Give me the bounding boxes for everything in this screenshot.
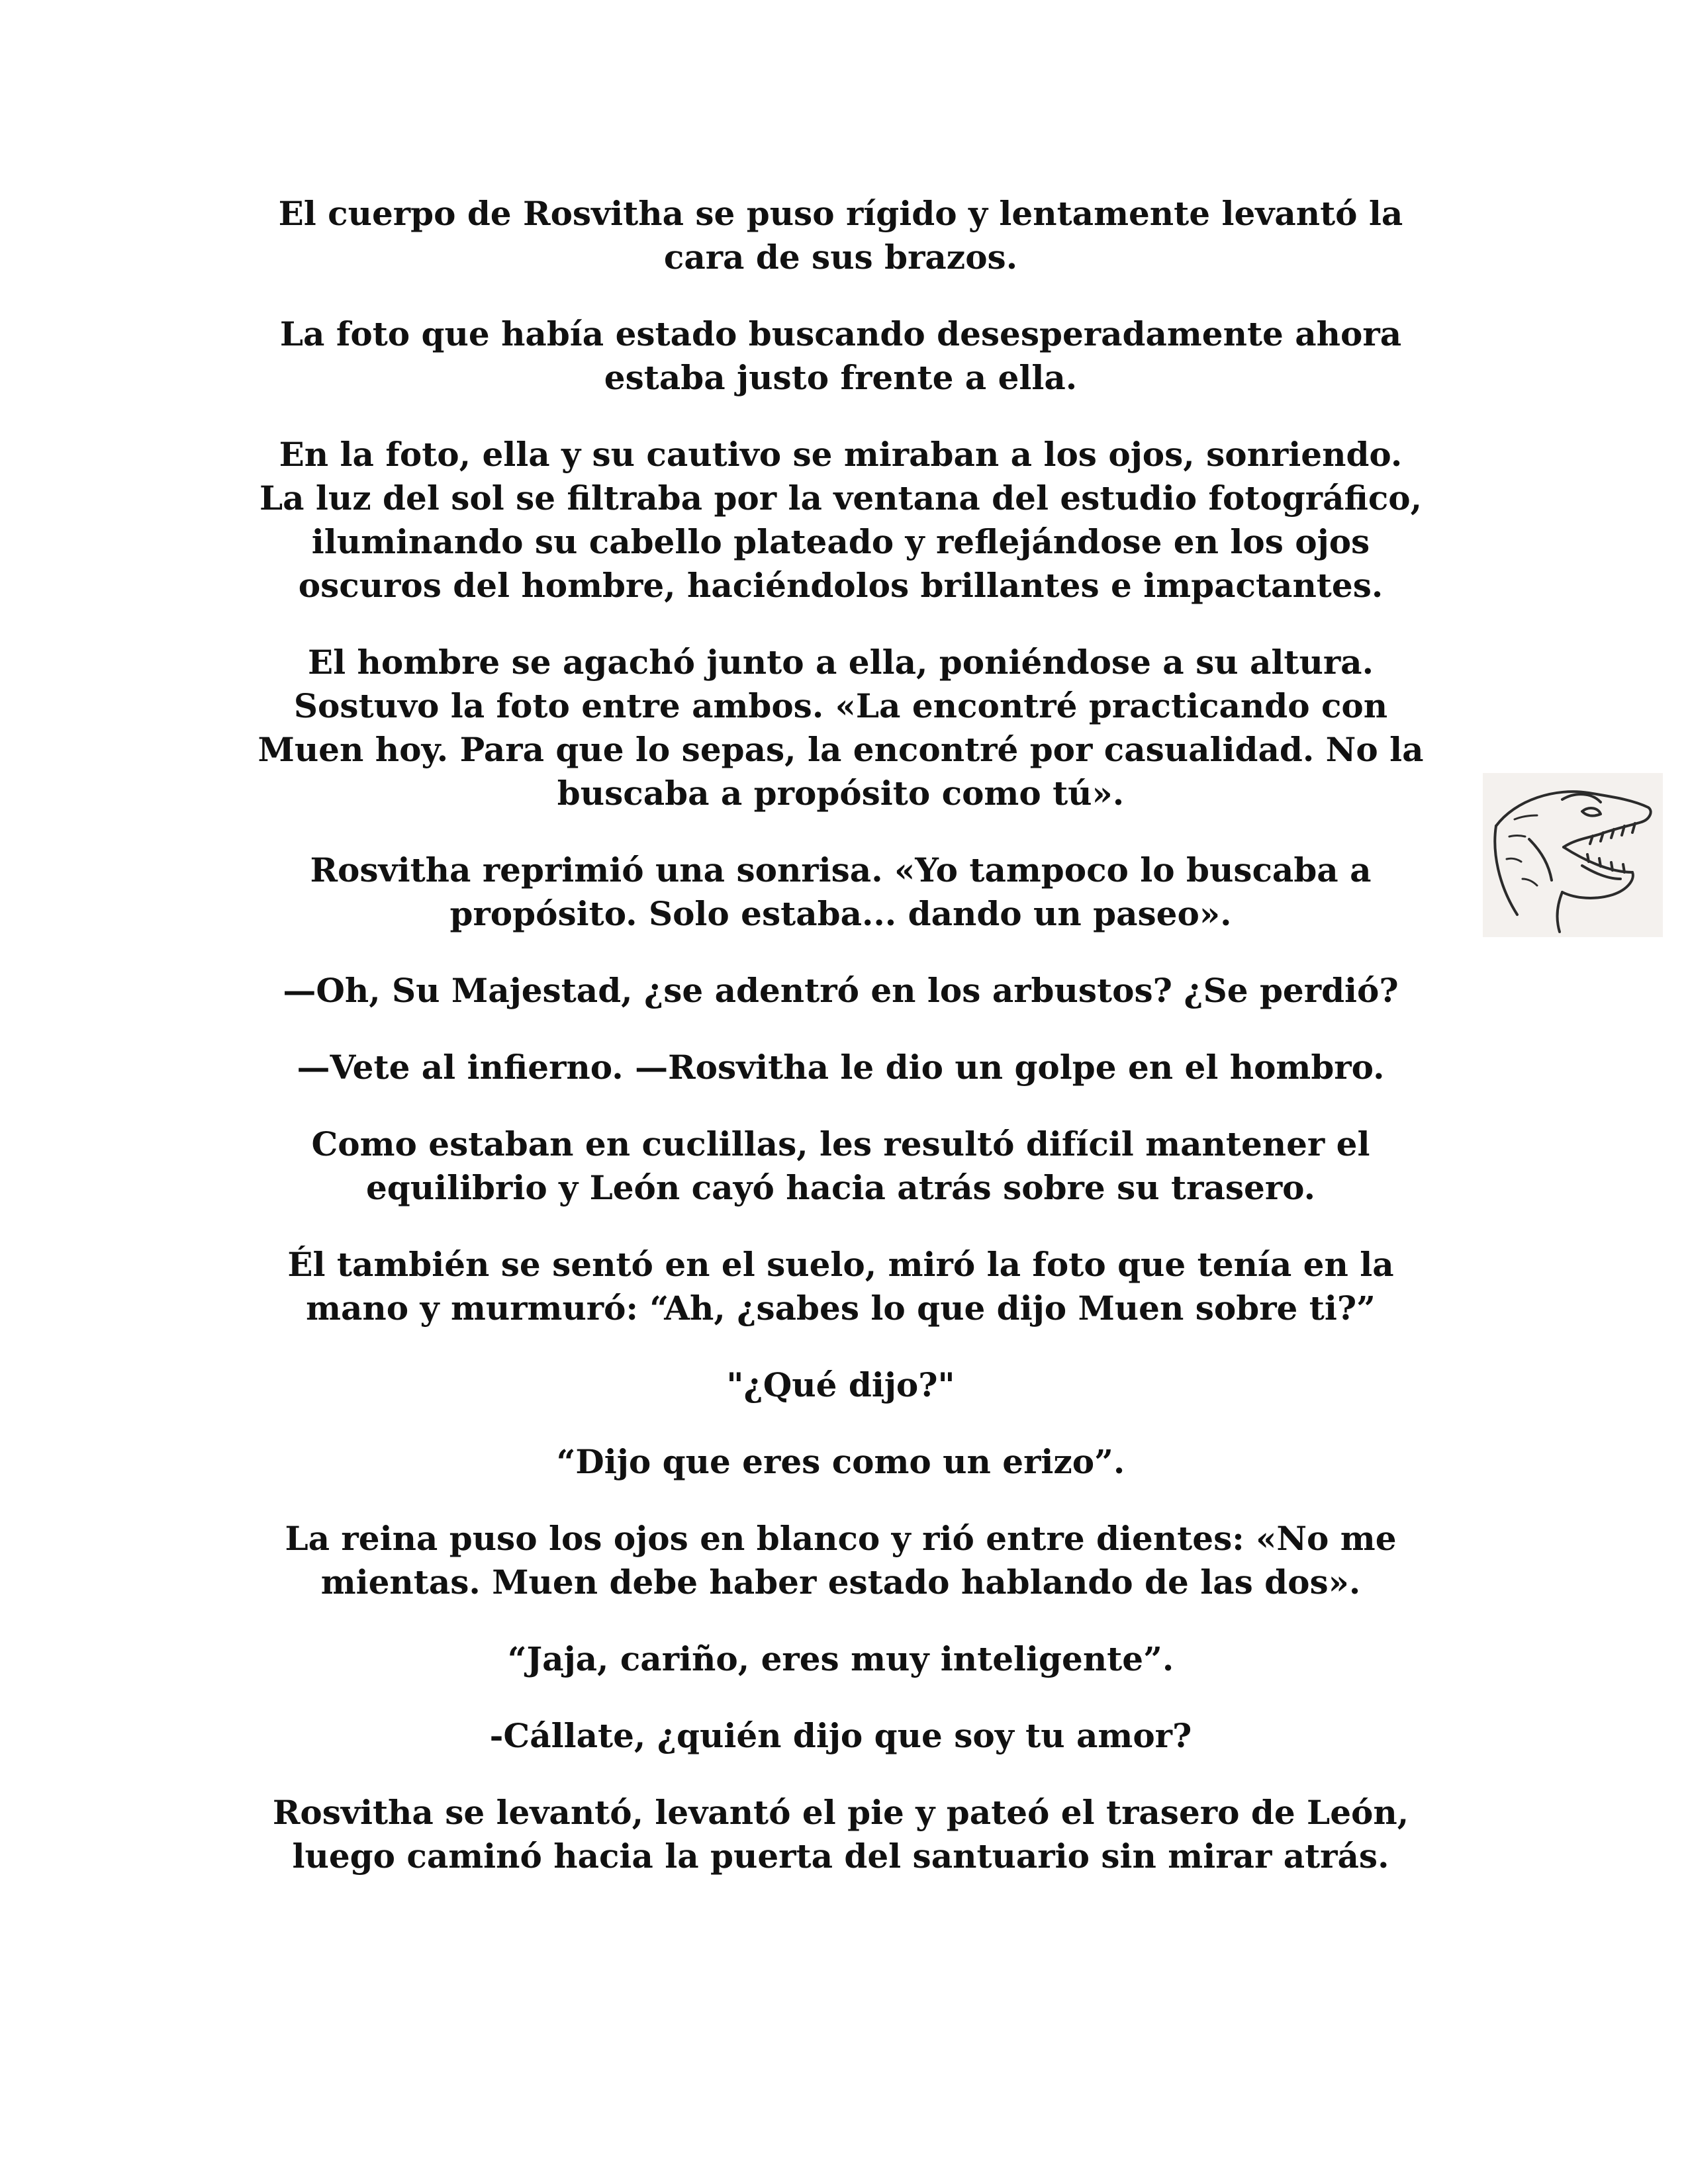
text-line: La foto que había estado buscando desesperadamente ahora <box>279 314 1402 353</box>
paragraph <box>218 1122 1463 1210</box>
text-line: “Dijo que eres como un erizo”. <box>556 1442 1125 1481</box>
text-line: cara de sus brazos. <box>663 238 1018 277</box>
paragraph <box>218 312 1463 400</box>
text-line: Como estaban en cuclillas, les resultó difícil mantener el <box>311 1124 1370 1163</box>
text-line: oscuros del hombre, haciéndolos brillantes e impactantes. <box>298 566 1383 605</box>
paragraph <box>218 1440 1463 1484</box>
text-line: equilibrio y León cayó hacia atrás sobre su trasero. <box>365 1168 1316 1207</box>
paragraph <box>218 1791 1463 1878</box>
text-line: -Cállate, ¿quién dijo que soy tu amor? <box>489 1716 1192 1755</box>
text-line: mano y murmuró: “Ah, ¿sabes lo que dijo Muen sobre ti?” <box>306 1289 1376 1328</box>
text-line: Sostuvo la foto entre ambos. «La encontré practicando con <box>293 686 1388 725</box>
text-line: El hombre se agachó junto a ella, poniéndose a su altura. <box>308 643 1374 682</box>
text-line: La reina puso los ojos en blanco y rió entre dientes: «No me <box>285 1519 1397 1558</box>
text-line: —Vete al infierno. —Rosvitha le dio un golpe en el hombro. <box>297 1048 1385 1087</box>
text-line: En la foto, ella y su cautivo se miraban a los ojos, sonriendo. <box>279 435 1403 474</box>
paragraph <box>218 433 1463 608</box>
text-line: luego caminó hacia la puerta del santuario sin mirar atrás. <box>292 1837 1389 1876</box>
paragraph <box>218 1517 1463 1604</box>
text-line: Rosvitha se levantó, levantó el pie y pateó el trasero de León, <box>272 1793 1409 1832</box>
text-line: Rosvitha reprimió una sonrisa. «Yo tampoco lo buscaba a <box>310 850 1372 889</box>
paragraph <box>218 1046 1463 1089</box>
paragraph <box>218 848 1463 936</box>
text-line: iluminando su cabello plateado y reflejándose en los ojos <box>311 522 1370 561</box>
text-line: "¿Qué dijo?" <box>726 1365 955 1404</box>
text-line: Muen hoy. Para que lo sepas, la encontré por casualidad. No la <box>258 730 1424 769</box>
text-line: buscaba a propósito como tú». <box>557 774 1125 813</box>
text-line: “Jaja, cariño, eres muy inteligente”. <box>507 1639 1174 1678</box>
text-line: El cuerpo de Rosvitha se puso rígido y lentamente levantó la <box>278 194 1403 233</box>
text-line: —Oh, Su Majestad, ¿se adentró en los arbustos? ¿Se perdió? <box>283 971 1399 1010</box>
text-line: mientas. Muen debe haber estado hablando de las dos». <box>320 1563 1361 1602</box>
paragraph <box>218 641 1463 815</box>
paragraph <box>218 1243 1463 1330</box>
paragraph <box>218 192 1463 279</box>
paragraph <box>218 969 1463 1013</box>
paragraph <box>218 1363 1463 1407</box>
paragraph <box>218 1637 1463 1681</box>
text-line: Él también se sentó en el suelo, miró la foto que tenía en la <box>287 1245 1394 1284</box>
story-text <box>218 192 1463 1911</box>
text-line: La luz del sol se filtraba por la ventana del estudio fotográfico, <box>259 478 1423 518</box>
text-line: propósito. Solo estaba... dando un paseo». <box>449 894 1232 933</box>
dinosaur-head-sketch-icon <box>1483 773 1663 937</box>
text-line: estaba justo frente a ella. <box>604 358 1078 397</box>
paragraph <box>218 1714 1463 1758</box>
